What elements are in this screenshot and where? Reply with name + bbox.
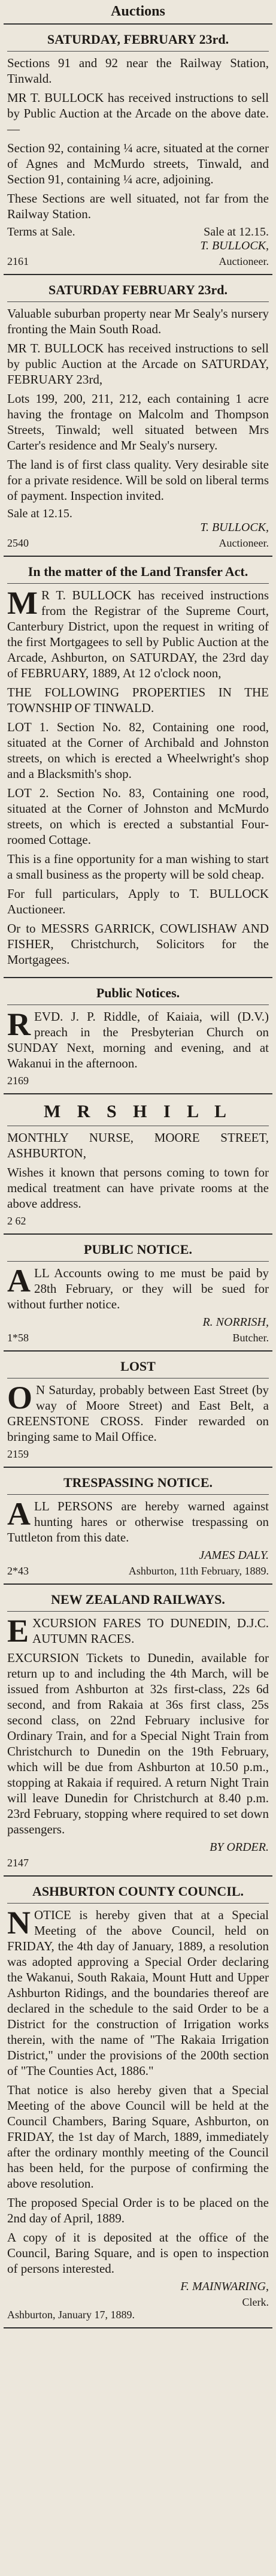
notice	[4, 557, 272, 978]
notice-kicker: M R S H I L L	[7, 1098, 269, 1126]
notice	[4, 1094, 272, 1235]
notice-paragraph: ALL PERSONS are hereby warned against hunting hares or otherwise trespassing on Tuttleton from this date.	[7, 1496, 269, 1545]
notice-paragraph: LOT 2. Section No. 83, Containing one rood, situated at the Corner of Johnston and McMurdo streets, on which is erected a substantial Four-roomed Cottage.	[7, 786, 269, 847]
terms-row	[7, 225, 269, 239]
notice-paragraph: These Sections are well situated, not far from the Railway Station.	[7, 191, 269, 221]
terms-row	[7, 507, 269, 521]
notice-paragraph: Valuable suburban property near Mr Sealy's nursery fronting the Main South Road.	[7, 306, 269, 336]
notice-footer	[7, 1448, 269, 1461]
notice-footer	[7, 1215, 269, 1227]
signature: T. BULLOCK,	[200, 239, 269, 252]
notice-footer	[7, 1857, 269, 1869]
column	[4, 0, 272, 2328]
notice-footer	[7, 1332, 269, 1344]
notice-paragraph: Wishes it known that persons coming to town for medical treatment can have private rooms at the above address.	[7, 1165, 269, 1211]
notice-kicker: ASHBURTON COUNTY COUNCIL.	[7, 1880, 269, 1904]
notice-paragraph: THE FOLLOWING PROPERTIES IN THE TOWNSHIP OF TINWALD.	[7, 685, 269, 715]
notice-paragraph: Section 92, containing ¼ acre, situated at the corner of Agnes and McMurdo streets, Tinwald, and Section 91, containing ¼ acre, adjoining.	[7, 141, 269, 186]
signature: F. MAINWARING,	[180, 2280, 269, 2293]
notice-role: Clerk.	[242, 2296, 269, 2308]
terms: Terms at Sale.	[7, 225, 75, 239]
notice	[4, 978, 272, 1094]
notice	[4, 275, 272, 557]
notice-role: Auctioneer.	[219, 537, 269, 549]
notice-code: 2147	[7, 1857, 29, 1869]
notice-paragraph: For full particulars, Apply to T. BULLOCK Auctioneer.	[7, 886, 269, 916]
notice-kicker: In the matter of the Land Transfer Act.	[7, 560, 269, 584]
notice-code: 2161	[7, 255, 29, 267]
notice-paragraph: ON Saturday, probably between East Street (by way of Moore Street) and East Belt, a GREENSTONE CROSS. Finder rewarded on bringing same to Mail Office.	[7, 1380, 269, 1444]
notice-paragraph: MONTHLY NURSE, MOORE STREET, ASHBURTON,	[7, 1130, 269, 1160]
notice-paragraph: EXCURSION Tickets to Dunedin, available for return up to and including the 4th March, will be issued from Ashburton at 32s first-class, 22s 6d second, and from Rakaia at 36s first class, 25s second class, on 22nd February inclusive for Ordinary Train, and for a Special Night Train from Christchurch to Dunedin on the 19th February, which will be due from Ashburton at 10.50 p.m., stopping at Rakaia if required. A return Night Train will leave Dunedin for Christchurch at 8.40 p.m. 23rd February, stopping where required to set down passengers.	[7, 1651, 269, 1836]
signature: R. NORRISH,	[202, 1316, 269, 1329]
notice	[4, 1235, 272, 1352]
notice-code: 2*43	[7, 1565, 29, 1577]
date-line: Ashburton, January 17, 1889.	[7, 2309, 135, 2321]
notice-paragraph: Lots 199, 200, 211, 212, each containing 1 acre having the frontage on Malcolm and Thompson Streets, Tinwald; well situated between Mrs Carter's residence and Mr Sealy's nursery.	[7, 391, 269, 453]
signature: T. BULLOCK,	[200, 521, 269, 534]
notice-code: 2169	[7, 1075, 29, 1087]
notice-kicker: SATURDAY FEBRUARY 23rd.	[7, 279, 269, 302]
notice-footer	[7, 1565, 269, 1577]
notice-paragraph: MR T. BULLOCK has received instructions to sell by Public Auction at the Arcade on the above date.—	[7, 91, 269, 136]
notice-code: 2540	[7, 537, 29, 549]
notice	[4, 25, 272, 275]
notice-paragraph: MR T. BULLOCK has received instructions from the Registrar of the Supreme Court, Canterbury District, upon the request in writing of the first Mortgagees to sell by Public Auction at the Arcade, Ashburton, on SATURDAY, the 23rd day of FEBRUARY, 1889, At 12 o'clock noon,	[7, 585, 269, 680]
notice-paragraph: This is a fine opportunity for a man wishing to start a small business as the property will be sold cheap.	[7, 852, 269, 882]
notice-paragraph: That notice is also hereby given that a Special Meeting of the above Council will be held at the Council Chambers, Baring Square, Ashburton, on FRIDAY, the 1st day of March, 1889, immediately after the ordinary monthly meeting of the Council has been held, for the purpose of confirming the above resolution.	[7, 2083, 269, 2191]
section-header: Auctions	[4, 0, 272, 25]
notice-kicker: SATURDAY, FEBRUARY 23rd.	[7, 28, 269, 52]
notices-list	[4, 25, 272, 2328]
notice-paragraph: MR T. BULLOCK has received instructions to sell by public Auction at the Arcade on SATURDAY, FEBRUARY 23rd,	[7, 341, 269, 387]
notice-kicker: TRESPASSING NOTICE.	[7, 1471, 269, 1495]
notice-paragraph: REVD. J. P. Riddle, of Kaiaia, will (D.V.) preach in the Presbyterian Church on SUNDAY Next, morning and evening, and at Wakanui in the afternoon.	[7, 1006, 269, 1070]
notice-code: 1*58	[7, 1332, 29, 1344]
notice	[4, 1468, 272, 1585]
notice-footer	[7, 2296, 269, 2309]
notice	[4, 1352, 272, 1468]
notice-paragraph: Sections 91 and 92 near the Railway Station, Tinwald.	[7, 56, 269, 86]
notice-footer	[7, 537, 269, 550]
notice-paragraph: A copy of it is deposited at the office of the Council, Baring Square, and is open to inspection of persons interested.	[7, 2230, 269, 2276]
notice-paragraph: Or to MESSRS GARRICK, COWLISHAW AND FISHER, Christchurch, Solicitors for the Mortgagees.	[7, 921, 269, 967]
notice-footer	[7, 1075, 269, 1087]
notice-paragraph: ALL Accounts owing to me must be paid by 28th February, or they will be sued for without further notice.	[7, 1263, 269, 1311]
notice-role: Butcher.	[232, 1332, 269, 1344]
notice-paragraph: LOT 1. Section No. 82, Containing one rood, situated at the Corner of Archibald and Johnston streets, on which is erected a Wheelwright's shop and a Blacksmith's shop.	[7, 720, 269, 781]
signature: BY ORDER.	[210, 1841, 269, 1854]
notice-code: 2159	[7, 1448, 29, 1460]
notice-kicker: NEW ZEALAND RAILWAYS.	[7, 1588, 269, 1612]
notice-paragraph: EXCURSION FARES TO DUNEDIN, D.J.C. AUTUMN RACES.	[7, 1613, 269, 1649]
notice-kicker: PUBLIC NOTICE.	[7, 1238, 269, 1262]
notice-paragraph: The proposed Special Order is to be placed on the 2nd day of April, 1889.	[7, 2195, 269, 2225]
notice	[4, 1585, 272, 1877]
notice-paragraph: The land is of first class quality. Very desirable site for a private residence. Will be sold on liberal terms of payment. Inspection invited.	[7, 457, 269, 503]
sale-time: Sale at 12.15.	[204, 225, 269, 239]
signature: JAMES DALY.	[199, 1549, 269, 1562]
notice-role: Auctioneer.	[219, 255, 269, 267]
sale-time: Sale at 12.15.	[7, 507, 72, 520]
notice-paragraph: NOTICE is hereby given that at a Special Meeting of the above Council, held on FRIDAY, the 4th day of January, 1889, a resolution was adopted approving a Special Order declaring the Wakanui, South Rakaia, Mount Hutt and Upper Ashburton Ridings, and the boundaries thereof are declared in the schedule to the said Order to be a District for the construction of Irrigation works therein, with the name of "The Rakaia Irrigation District," under the provisions of the 200th section of "The Counties Act, 1886."	[7, 1905, 269, 2078]
notice	[4, 1877, 272, 2328]
notice-kicker: LOST	[7, 1355, 269, 1379]
notice-kicker: Public Notices.	[7, 982, 269, 1005]
notice-code: 2 62	[7, 1215, 26, 1227]
notice-role: Ashburton, 11th February, 1889.	[128, 1565, 269, 1577]
notice-footer	[7, 255, 269, 268]
